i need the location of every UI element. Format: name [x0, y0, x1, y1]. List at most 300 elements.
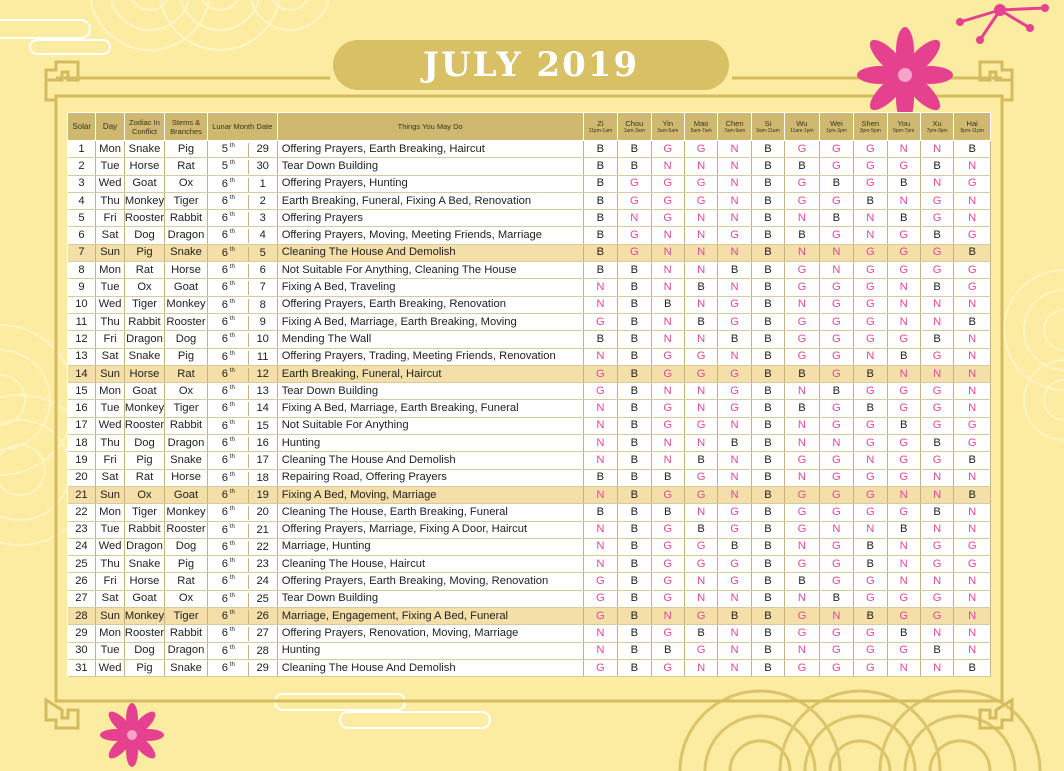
cell-hour-hai: N	[954, 625, 991, 642]
cell-hour-chen: N	[718, 210, 751, 227]
ordinal-suffix: th	[229, 540, 235, 547]
cell-day: Tue	[96, 279, 124, 296]
cell-hour-wei: G	[819, 659, 853, 676]
cell-stems-branches: Tiger	[165, 608, 208, 625]
cell-hour-zi: B	[583, 158, 617, 175]
table-row	[68, 417, 991, 434]
cell-hour-wei: G	[819, 313, 853, 330]
cell-hour-si: B	[751, 244, 784, 261]
cell-hour-xu: B	[920, 227, 953, 244]
cell-hour-si: B	[751, 435, 784, 452]
cell-hour-xu: B	[920, 435, 953, 452]
cell-hour-wei: N	[819, 244, 853, 261]
cell-hour-shen: B	[854, 608, 887, 625]
cell-hour-hai: B	[954, 659, 991, 676]
cell-lunar-month-date	[207, 521, 277, 538]
cell-hour-si: B	[751, 331, 784, 348]
cell-solar: 1	[68, 141, 96, 158]
hour-name: Shen	[861, 119, 880, 128]
cell-hour-zi: B	[583, 227, 617, 244]
cell-stems-branches: Dog	[165, 538, 208, 555]
cell-hour-shen: N	[854, 227, 887, 244]
cell-hour-xu: G	[920, 417, 953, 434]
cell-solar: 29	[68, 625, 96, 642]
cell-stems-branches: Snake	[165, 659, 208, 676]
cell-hour-chen: N	[718, 625, 751, 642]
cell-hour-you: B	[887, 625, 920, 642]
calendar-table	[67, 112, 991, 677]
flower-top-right-large	[857, 27, 953, 123]
cell-hour-shen: G	[854, 486, 887, 503]
cell-stems-branches: Dragon	[165, 227, 208, 244]
cell-zodiac: Goat	[124, 175, 165, 192]
cell-things-you-may-do: Earth Breaking, Funeral, Haircut	[277, 365, 583, 382]
cell-hour-si: B	[751, 296, 784, 313]
cell-hour-chou: B	[618, 521, 651, 538]
cell-hour-mao: N	[684, 435, 717, 452]
cell-hour-wu: G	[785, 279, 819, 296]
cell-hour-xu: N	[920, 625, 953, 642]
cell-hour-si: B	[751, 573, 784, 590]
cell-hour-zi: N	[583, 417, 617, 434]
cell-hour-yin: N	[651, 608, 684, 625]
cell-things-you-may-do: Mending The Wall	[277, 331, 583, 348]
cell-hour-chou: B	[618, 348, 651, 365]
cell-stems-branches: Pig	[165, 348, 208, 365]
cell-day: Wed	[96, 296, 124, 313]
cell-hour-shen: G	[854, 244, 887, 261]
cell-hour-chen: N	[718, 244, 751, 261]
cell-hour-si: B	[751, 417, 784, 434]
lunar-date: 7	[248, 281, 277, 295]
cell-stems-branches: Rooster	[165, 313, 208, 330]
cell-hour-wei: G	[819, 158, 853, 175]
cell-hour-mao: N	[684, 331, 717, 348]
table-row	[68, 590, 991, 607]
cell-hour-chou: B	[618, 331, 651, 348]
cell-things-you-may-do: Fixing A Bed, Marriage, Earth Breaking, Funeral	[277, 400, 583, 417]
cell-hour-you: G	[887, 435, 920, 452]
lunar-date: 5	[248, 247, 277, 261]
cell-hour-zi: G	[583, 313, 617, 330]
hour-name: Si	[764, 119, 772, 128]
cell-hour-you: G	[887, 642, 920, 659]
cell-hour-yin: B	[651, 642, 684, 659]
cell-hour-chou: B	[618, 590, 651, 607]
cell-lunar-month-date	[207, 313, 277, 330]
cell-zodiac: Rooster	[124, 625, 165, 642]
cell-hour-shen: N	[854, 348, 887, 365]
cell-hour-chen: B	[718, 435, 751, 452]
cell-hour-xu: G	[920, 210, 953, 227]
cell-hour-zi: N	[583, 296, 617, 313]
cell-day: Mon	[96, 504, 124, 521]
cell-lunar-month-date	[207, 469, 277, 486]
cell-things-you-may-do: Fixing A Bed, Moving, Marriage	[277, 486, 583, 503]
table-row	[68, 141, 991, 158]
cell-hour-chen: N	[718, 590, 751, 607]
cell-hour-wu: N	[785, 244, 819, 261]
lunar-month: 6	[221, 402, 229, 415]
cell-lunar-month-date	[207, 348, 277, 365]
lunar-date: 13	[248, 385, 277, 399]
cell-stems-branches: Pig	[165, 556, 208, 573]
cell-hour-yin: G	[651, 538, 684, 555]
cell-solar: 27	[68, 590, 96, 607]
ordinal-suffix: th	[229, 419, 235, 426]
cell-day: Fri	[96, 452, 124, 469]
cell-hour-you: G	[887, 331, 920, 348]
cell-things-you-may-do: Offering Prayers, Hunting	[277, 175, 583, 192]
header-hour-wei	[819, 113, 853, 141]
cell-hour-you: N	[887, 556, 920, 573]
cell-solar: 20	[68, 469, 96, 486]
cell-hour-wei: G	[819, 625, 853, 642]
ordinal-suffix: th	[229, 333, 235, 340]
header-hour-chou	[618, 113, 651, 141]
lunar-month: 6	[221, 298, 229, 311]
cell-hour-mao: B	[684, 521, 717, 538]
cell-hour-shen: N	[854, 452, 887, 469]
cell-zodiac: Pig	[124, 659, 165, 676]
cell-hour-yin: B	[651, 469, 684, 486]
lunar-month: 6	[221, 246, 229, 259]
cell-hour-chou: G	[618, 227, 651, 244]
cell-hour-yin: B	[651, 504, 684, 521]
cell-hour-wu: G	[785, 486, 819, 503]
table-row	[68, 538, 991, 555]
table-row	[68, 608, 991, 625]
cell-hour-mao: N	[684, 262, 717, 279]
cell-hour-xu: B	[920, 504, 953, 521]
cell-hour-zi: B	[583, 192, 617, 209]
cell-zodiac: Tiger	[124, 296, 165, 313]
lunar-month: 6	[221, 281, 229, 294]
cell-hour-chen: N	[718, 659, 751, 676]
cell-things-you-may-do: Fixing A Bed, Traveling	[277, 279, 583, 296]
cell-hour-shen: B	[854, 365, 887, 382]
cell-hour-yin: G	[651, 590, 684, 607]
cell-hour-yin: G	[651, 400, 684, 417]
cell-lunar-month-date	[207, 538, 277, 555]
cell-zodiac: Horse	[124, 365, 165, 382]
cell-hour-si: B	[751, 590, 784, 607]
cell-things-you-may-do: Fixing A Bed, Marriage, Earth Breaking, Moving	[277, 313, 583, 330]
cell-hour-xu: G	[920, 244, 953, 261]
cell-lunar-month-date	[207, 504, 277, 521]
cell-hour-chen: G	[718, 296, 751, 313]
hour-name: You	[897, 119, 911, 128]
cell-lunar-month-date	[207, 175, 277, 192]
ordinal-suffix: th	[229, 523, 235, 530]
cell-hour-shen: G	[854, 331, 887, 348]
cell-hour-mao: N	[684, 400, 717, 417]
cell-hour-xu: G	[920, 556, 953, 573]
cell-hour-zi: B	[583, 210, 617, 227]
cell-hour-chou: B	[618, 538, 651, 555]
cell-lunar-month-date	[207, 296, 277, 313]
cell-hour-mao: G	[684, 556, 717, 573]
cell-hour-xu: G	[920, 400, 953, 417]
cell-hour-si: B	[751, 141, 784, 158]
wave-pattern-top-left	[90, 0, 330, 50]
cell-solar: 17	[68, 417, 96, 434]
cell-day: Thu	[96, 313, 124, 330]
cell-hour-shen: G	[854, 435, 887, 452]
cell-stems-branches: Snake	[165, 244, 208, 261]
cell-solar: 12	[68, 331, 96, 348]
cell-hour-si: B	[751, 158, 784, 175]
cell-hour-yin: G	[651, 417, 684, 434]
cell-hour-wei: G	[819, 331, 853, 348]
cell-hour-chou: B	[618, 625, 651, 642]
lunar-month: 6	[221, 627, 229, 640]
lunar-date: 28	[248, 645, 277, 659]
cell-hour-chou: B	[618, 504, 651, 521]
cell-day: Fri	[96, 573, 124, 590]
header-hour-yin	[651, 113, 684, 141]
cell-hour-wu: G	[785, 608, 819, 625]
table-row	[68, 556, 991, 573]
cell-hour-mao: N	[684, 573, 717, 590]
cell-solar: 2	[68, 158, 96, 175]
cell-hour-xu: G	[920, 590, 953, 607]
cell-hour-wu: N	[785, 383, 819, 400]
cell-hour-xu: G	[920, 348, 953, 365]
cell-hour-si: B	[751, 279, 784, 296]
cell-hour-you: B	[887, 417, 920, 434]
cell-hour-chen: B	[718, 608, 751, 625]
cell-things-you-may-do: Offering Prayers, Earth Breaking, Renovation	[277, 296, 583, 313]
cell-hour-mao: G	[684, 642, 717, 659]
cell-hour-chen: N	[718, 175, 751, 192]
lunar-month: 6	[221, 558, 229, 571]
cell-stems-branches: Rat	[165, 573, 208, 590]
cell-hour-chou: B	[618, 400, 651, 417]
cell-solar: 15	[68, 383, 96, 400]
cell-hour-chen: G	[718, 573, 751, 590]
table-row	[68, 348, 991, 365]
cell-hour-wu: B	[785, 573, 819, 590]
cell-hour-mao: G	[684, 141, 717, 158]
cell-hour-wu: N	[785, 538, 819, 555]
cell-day: Mon	[96, 141, 124, 158]
cell-hour-wu: G	[785, 452, 819, 469]
cell-hour-wu: G	[785, 504, 819, 521]
cell-solar: 13	[68, 348, 96, 365]
header-things-you-may-do: Things You May Do	[277, 113, 583, 141]
cell-hour-si: B	[751, 486, 784, 503]
lunar-month: 6	[221, 315, 229, 328]
cell-hour-hai: N	[954, 158, 991, 175]
cell-hour-you: B	[887, 175, 920, 192]
cell-hour-shen: G	[854, 313, 887, 330]
cell-day: Mon	[96, 625, 124, 642]
cell-zodiac: Ox	[124, 486, 165, 503]
cell-hour-si: B	[751, 469, 784, 486]
cell-lunar-month-date	[207, 383, 277, 400]
cell-hour-zi: N	[583, 521, 617, 538]
cell-hour-mao: N	[684, 590, 717, 607]
cell-hour-chen: G	[718, 365, 751, 382]
header-zodiac-in-conflict: Zodiac In Conflict	[124, 113, 165, 141]
cell-hour-yin: N	[651, 435, 684, 452]
cell-hour-wu: N	[785, 590, 819, 607]
cell-hour-you: B	[887, 210, 920, 227]
cell-hour-zi: G	[583, 383, 617, 400]
table-row	[68, 642, 991, 659]
lunar-date: 9	[248, 316, 277, 330]
cell-hour-hai: N	[954, 521, 991, 538]
cell-hour-xu: N	[920, 659, 953, 676]
lunar-date: 20	[248, 506, 277, 520]
cell-day: Tue	[96, 158, 124, 175]
cell-hour-wei: G	[819, 365, 853, 382]
lunar-date: 30	[248, 160, 277, 174]
cell-hour-zi: N	[583, 486, 617, 503]
lunar-date: 29	[248, 662, 277, 676]
cell-hour-chou: B	[618, 608, 651, 625]
cell-day: Wed	[96, 175, 124, 192]
cell-hour-si: B	[751, 313, 784, 330]
cell-hour-shen: G	[854, 262, 887, 279]
table-row	[68, 486, 991, 503]
cell-hour-mao: N	[684, 227, 717, 244]
cell-hour-chen: B	[718, 331, 751, 348]
cell-solar: 3	[68, 175, 96, 192]
cell-hour-mao: N	[684, 504, 717, 521]
cell-things-you-may-do: Repairing Road, Offering Prayers	[277, 469, 583, 486]
cell-hour-chou: B	[618, 296, 651, 313]
lunar-date: 17	[248, 454, 277, 468]
lunar-month: 6	[221, 333, 229, 346]
ordinal-suffix: th	[229, 402, 235, 409]
cell-hour-si: B	[751, 608, 784, 625]
table-row	[68, 400, 991, 417]
ordinal-suffix: th	[229, 627, 235, 634]
hour-name: Wu	[796, 119, 808, 128]
hour-name: Yin	[662, 119, 673, 128]
cell-hour-xu: N	[920, 296, 953, 313]
cell-hour-chen: G	[718, 313, 751, 330]
cell-hour-wei: G	[819, 227, 853, 244]
cell-hour-chen: N	[718, 348, 751, 365]
cell-lunar-month-date	[207, 365, 277, 382]
cell-things-you-may-do: Offering Prayers, Marriage, Fixing A Door, Haircut	[277, 521, 583, 538]
cell-zodiac: Rooster	[124, 417, 165, 434]
cell-hour-wei: G	[819, 504, 853, 521]
ordinal-suffix: th	[229, 160, 235, 167]
cell-hour-chou: G	[618, 175, 651, 192]
cell-lunar-month-date	[207, 227, 277, 244]
ordinal-suffix: th	[229, 367, 235, 374]
ordinal-suffix: th	[229, 661, 235, 668]
ordinal-suffix: th	[229, 454, 235, 461]
lunar-date: 27	[248, 627, 277, 641]
cell-hour-chou: B	[618, 452, 651, 469]
cell-day: Sat	[96, 590, 124, 607]
header-hour-shen	[854, 113, 887, 141]
cell-hour-yin: G	[651, 556, 684, 573]
cell-hour-wu: B	[785, 227, 819, 244]
cell-stems-branches: Ox	[165, 175, 208, 192]
hour-name: Wei	[829, 119, 843, 128]
cell-hour-zi: B	[583, 141, 617, 158]
cell-hour-zi: G	[583, 365, 617, 382]
ordinal-suffix: th	[229, 281, 235, 288]
cell-hour-wei: N	[819, 521, 853, 538]
cell-hour-yin: B	[651, 296, 684, 313]
cell-hour-zi: N	[583, 400, 617, 417]
header-hour-chen	[718, 113, 751, 141]
cell-hour-si: B	[751, 348, 784, 365]
cell-hour-chou: B	[618, 141, 651, 158]
cell-hour-wu: B	[785, 365, 819, 382]
cell-hour-chen: G	[718, 521, 751, 538]
cell-hour-you: G	[887, 383, 920, 400]
cell-hour-wu: N	[785, 469, 819, 486]
cell-day: Wed	[96, 538, 124, 555]
cell-zodiac: Monkey	[124, 400, 165, 417]
cell-hour-chou: B	[618, 383, 651, 400]
cell-lunar-month-date	[207, 210, 277, 227]
cell-hour-hai: N	[954, 348, 991, 365]
cell-hour-chen: G	[718, 227, 751, 244]
cell-solar: 14	[68, 365, 96, 382]
cell-day: Wed	[96, 417, 124, 434]
cell-hour-hai: B	[954, 486, 991, 503]
cell-hour-mao: G	[684, 608, 717, 625]
cell-stems-branches: Ox	[165, 590, 208, 607]
cell-hour-wu: N	[785, 210, 819, 227]
cell-solar: 7	[68, 244, 96, 261]
ordinal-suffix: th	[229, 644, 235, 651]
cell-hour-xu: N	[920, 175, 953, 192]
cell-hour-hai: N	[954, 504, 991, 521]
cell-hour-shen: G	[854, 279, 887, 296]
cell-stems-branches: Tiger	[165, 400, 208, 417]
cell-things-you-may-do: Marriage, Engagement, Fixing A Bed, Funeral	[277, 608, 583, 625]
ordinal-suffix: th	[229, 558, 235, 565]
cell-lunar-month-date	[207, 158, 277, 175]
flower-bottom-left	[100, 703, 164, 767]
lunar-month: 6	[221, 523, 229, 536]
cell-hour-yin: G	[651, 192, 684, 209]
ordinal-suffix: th	[229, 298, 235, 305]
cell-stems-branches: Rabbit	[165, 625, 208, 642]
cell-zodiac: Goat	[124, 590, 165, 607]
cell-lunar-month-date	[207, 141, 277, 158]
cell-stems-branches: Snake	[165, 452, 208, 469]
cell-day: Fri	[96, 210, 124, 227]
cell-hour-shen: G	[854, 642, 887, 659]
cell-hour-wei: G	[819, 469, 853, 486]
cell-hour-wei: G	[819, 573, 853, 590]
cell-hour-yin: N	[651, 279, 684, 296]
cell-hour-hai: B	[954, 141, 991, 158]
cell-day: Sun	[96, 486, 124, 503]
cell-hour-shen: G	[854, 590, 887, 607]
cell-hour-wei: B	[819, 383, 853, 400]
cell-hour-wu: G	[785, 331, 819, 348]
hour-time-range: 1pm-3pm	[825, 128, 847, 134]
hour-time-range: 11am-1pm	[790, 128, 814, 134]
cell-hour-chou: N	[618, 210, 651, 227]
cell-things-you-may-do: Cleaning The House, Earth Breaking, Funeral	[277, 504, 583, 521]
cell-hour-zi: N	[583, 435, 617, 452]
page-title: JULY 2019	[422, 45, 640, 85]
calendar-body	[68, 141, 991, 677]
